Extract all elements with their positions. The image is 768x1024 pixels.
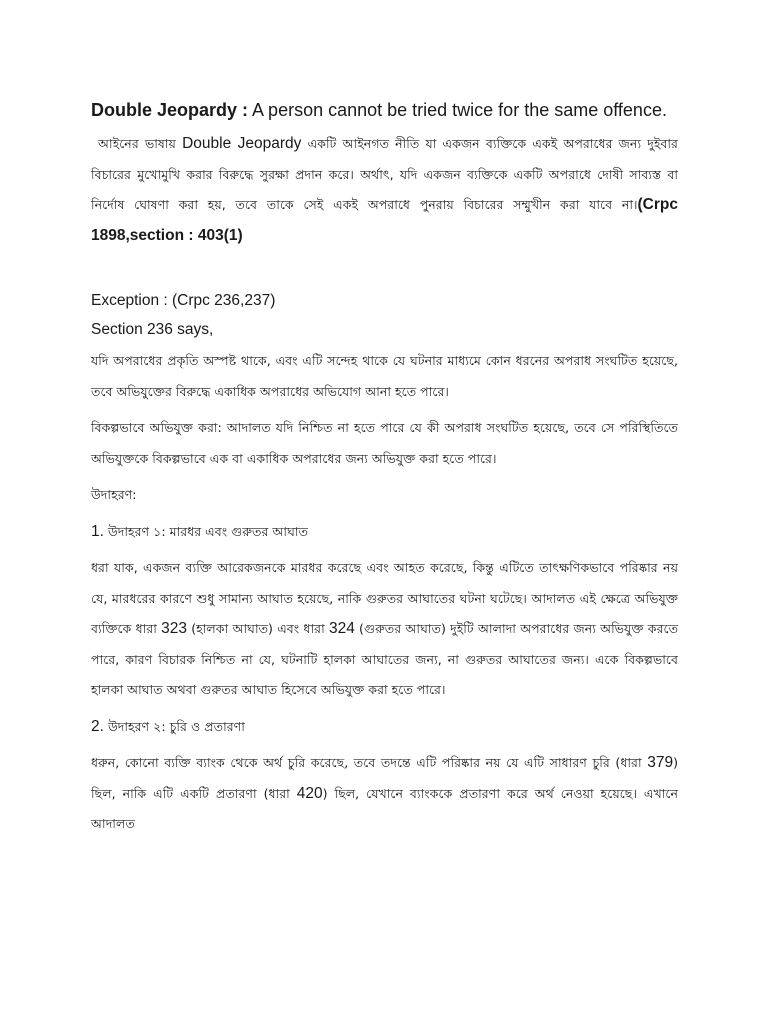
example-2-title-text: উদাহরণ ২: চুরি ও প্রতারণা (103, 718, 245, 734)
section-number: 324 (328, 620, 355, 637)
example-2-text-2: ) ছিল, নাকি এটি একটি প্রতারণা (ধারা (91, 755, 678, 801)
example-1-text-3: (গুরুতর আঘাত) দুইটি আলাদা অপরাধের জন্য অভিযুক্ত করতে পারে, কারণ বিচারক নিশ্চিত না যে, ঘটনাটি হালকা আঘাতের জন্য, না গুরুতর আঘাতের জন্য। একে বিকল্পভাবে হালকা আঘাত অথবা গুরুতর আঘাত হিসেবে অভিযুক্ত করা হতে পারে। (91, 621, 679, 697)
document-body (91, 92, 678, 840)
examples-label: উদাহরণ: (91, 487, 137, 502)
intro-text-2: একটি আইনগত নীতি যা একজন ব্যক্তিকে একই অপরাধের জন্য দুইবার বিচারের মুখোমুখি করার বিরুদ্ধে সুরক্ষা প্রদান করে। অর্থাৎ, যদি একজন ব্যক্তিকে একটি অপরাধে দোষী সাব্যস্ত বা নির্দোষ ঘোষণা করা হয়, তবে তাকে সেই একই অপরাধে পুনরায় বিচারের সম্মুখীন করা যাবে না। (91, 136, 678, 212)
example-1-number: 1. (91, 522, 104, 540)
section-number: 379 (647, 754, 674, 771)
example-2-title (91, 712, 678, 743)
example-1-paragraph (91, 553, 678, 706)
intro-text-1: আইনের ভাষায় (98, 136, 183, 151)
example-1-title-text: উদাহরণ ১: মারধর এবং গুরুতর আঘাত (103, 523, 308, 539)
intro-term: Double Jeopardy (182, 135, 302, 152)
section-number: 323 (161, 620, 187, 637)
example-2-text-1: ধরুন, কোনো ব্যক্তি ব্যাংক থেকে অর্থ চুরি করেছে, তবে তদন্তে এটি পরিষ্কার নয় যে এটি সাধারণ চুরি (ধারা (91, 755, 648, 770)
heading-definition: A person cannot be tried twice for the same offence. (248, 100, 667, 120)
example-2-number: 2. (91, 717, 104, 735)
example-2-text-3: ) ছিল, যেখানে ব্যাংককে প্রতারণা করে অর্থ নেওয়া হয়েছে। এখানে আদালত (91, 785, 678, 831)
example-2-paragraph (91, 748, 678, 840)
exception-heading: Exception : (Crpc 236,237) (91, 292, 276, 309)
intro-citation: (Crpc 1898,section : 403(1) (91, 196, 678, 244)
ambiguity-paragraph: যদি অপরাধের প্রকৃতি অস্পষ্ট থাকে, এবং এটি সন্দেহ থাকে যে ঘটনার মাধ্যমে কোন ধরনের অপরাধ সংঘটিত হয়েছে, তবে অভিযুক্তের বিরুদ্ধে একাধিক অপরাধের অভিযোগ আনা হতে পারে। (91, 353, 678, 399)
example-1-title (91, 517, 678, 548)
double-jeopardy-heading (91, 92, 678, 128)
example-1-text-1: ধরা যাক, একজন ব্যক্তি আরেকজনকে মারধর করেছে এবং আহত করেছে, কিন্তু এটিতে তাৎক্ষণিকভাবে পরিষ্কার নয় যে, মারধরের কারণে শুধু সামান্য আঘাত হয়েছে, নাকি গুরুতর আঘাতের ঘটনা ঘটেছে। আদালত এই ক্ষেত্রে অভিযুক্ত ব্যক্তিকে ধারা (91, 560, 678, 636)
alternative-charge-paragraph: বিকল্পভাবে অভিযুক্ত করা: আদালত যদি নিশ্চিত না হতে পারে যে কী অপরাধ সংঘটিত হয়েছে, তবে সে পরিস্থিতিতে অভিযুক্তকে বিকল্পভাবে এক বা একাধিক অপরাধের জন্য অভিযুক্ত করা হতে পারে। (91, 420, 678, 466)
example-1-text-2: (হালকা আঘাত) এবং ধারা (187, 621, 329, 636)
spacer (91, 251, 678, 286)
section-number: 420 (296, 784, 323, 802)
heading-term: Double Jeopardy : (91, 100, 249, 120)
intro-paragraph (91, 129, 678, 251)
section-236-heading: Section 236 says, (91, 321, 214, 338)
